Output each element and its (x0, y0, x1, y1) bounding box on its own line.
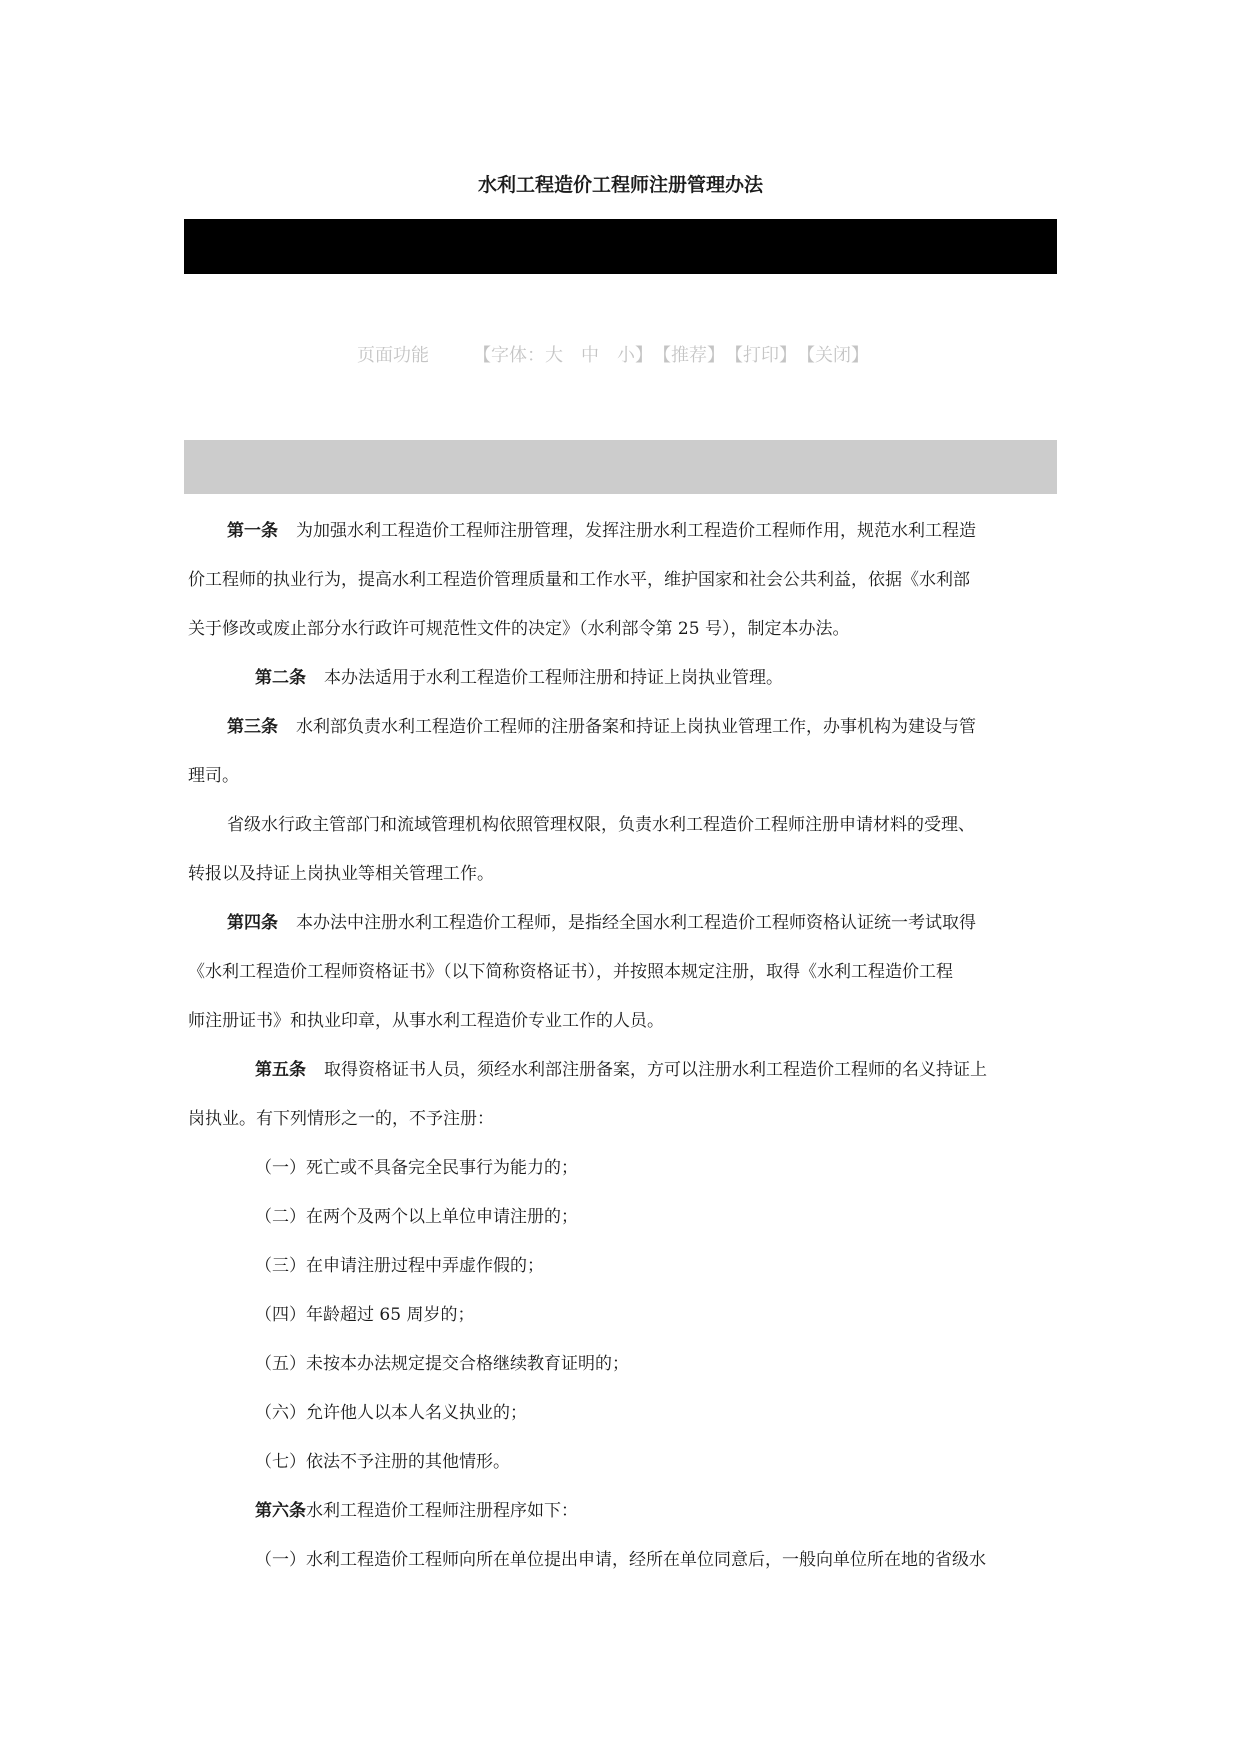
list-item: （七）依法不予注册的其他情形。 (255, 1452, 510, 1472)
article-6-line-1 (255, 1498, 578, 1524)
list-item: （六）允许他人以本人名义执业的； (255, 1403, 527, 1423)
article-2-heading: 第二条 (255, 668, 306, 688)
font-size-small-link[interactable]: 小】 (617, 345, 653, 366)
article-3-line-2: 理司。 (188, 766, 239, 786)
article-6-text-1: 水利工程造价工程师注册程序如下： (306, 1501, 578, 1521)
article-3-line-3: 省级水行政主管部门和流域管理机构依照管理权限，负责水利工程造价工程师注册申请材料的受理、 (227, 815, 975, 835)
article-2-line-1 (255, 665, 783, 691)
article-3-text-1: 水利部负责水利工程造价工程师的注册备案和持证上岗执业管理工作，办事机构为建设与管 (296, 717, 976, 737)
article-4-line-2: 《水利工程造价工程师资格证书》（以下简称资格证书），并按照本规定注册，取得《水利工程造价工程 (188, 962, 953, 982)
document-title: 水利工程造价工程师注册管理办法 (477, 174, 763, 196)
header-banner (184, 219, 1057, 274)
article-6-heading: 第六条 (255, 1501, 306, 1521)
font-size-medium-link[interactable]: 中 (581, 345, 599, 366)
article-1-text-1: 为加强水利工程造价工程师注册管理，发挥注册水利工程造价工程师作用，规范水利工程造 (296, 521, 976, 541)
article-4-heading: 第四条 (227, 913, 278, 933)
list-item: （二）在两个及两个以上单位申请注册的； (255, 1207, 578, 1227)
print-link[interactable]: 【打印】 (725, 345, 797, 366)
article-1-line-3: 关于修改或废止部分水行政许可规范性文件的决定》（水利部令第 25 号），制定本办法。 (188, 619, 850, 639)
article-3-line-1 (227, 714, 976, 740)
article-3-heading: 第三条 (227, 717, 278, 737)
page-function-label: 页面功能 (357, 345, 429, 366)
recommend-link[interactable]: 【推荐】 (653, 345, 725, 366)
list-item: （五）未按本办法规定提交合格继续教育证明的； (255, 1354, 629, 1374)
article-5-heading: 第五条 (255, 1060, 306, 1080)
article-4-line-1 (227, 910, 976, 936)
font-size-large-link[interactable]: 【字体：大 (473, 345, 563, 366)
article-3-line-4: 转报以及持证上岗执业等相关管理工作。 (188, 864, 494, 884)
article-4-text-1: 本办法中注册水利工程造价工程师，是指经全国水利工程造价工程师资格认证统一考试取得 (296, 913, 976, 933)
article-5-text-1: 取得资格证书人员，须经水利部注册备案，方可以注册水利工程造价工程师的名义持证上 (324, 1060, 987, 1080)
article-2-text-1: 本办法适用于水利工程造价工程师注册和持证上岗执业管理。 (324, 668, 783, 688)
article-1-heading: 第一条 (227, 521, 278, 541)
section-divider-bar (184, 440, 1057, 494)
list-item: （三）在申请注册过程中弄虚作假的； (255, 1256, 544, 1276)
article-1-line-1 (227, 518, 976, 544)
list-item: （四）年龄超过 65 周岁的； (255, 1305, 475, 1325)
article-6-item-1: （一）水利工程造价工程师向所在单位提出申请，经所在单位同意后，一般向单位所在地的省级水 (255, 1550, 986, 1570)
article-1-line-2: 价工程师的执业行为，提高水利工程造价管理质量和工作水平，维护国家和社会公共利益，依据《水利部 (188, 570, 970, 590)
page-function-bar (357, 343, 869, 369)
close-link[interactable]: 【关闭】 (797, 345, 869, 366)
article-5-line-1 (255, 1057, 987, 1083)
article-5-line-2: 岗执业。有下列情形之一的，不予注册： (188, 1109, 494, 1129)
list-item: （一）死亡或不具备完全民事行为能力的； (255, 1158, 578, 1178)
article-4-line-3: 师注册证书》和执业印章，从事水利工程造价专业工作的人员。 (188, 1011, 664, 1031)
